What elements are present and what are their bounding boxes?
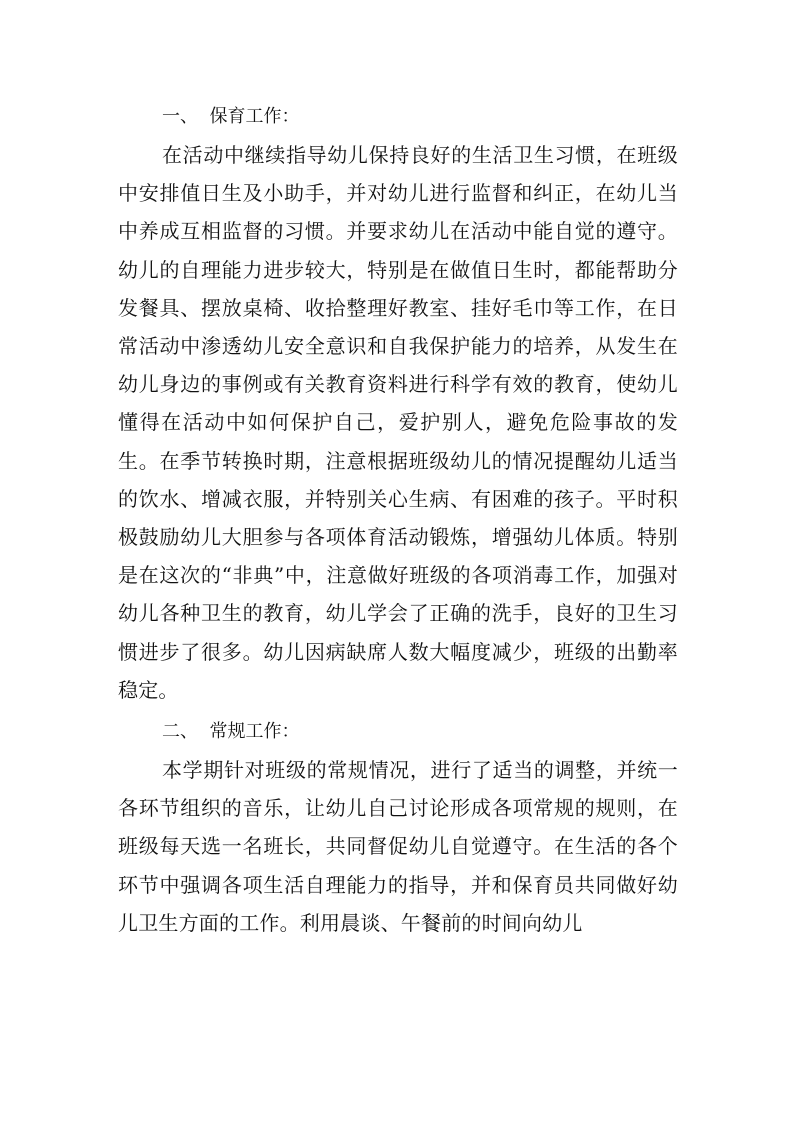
section-paragraph-routine: 本学期针对班级的常规情况，进行了适当的调整，并统一各环节组织的音乐，让幼儿自己讨论形成各项常规的规则，在班级每天选一名班长，共同督促幼儿自觉遵守。在生活的各个环节中强调各项生活自理能力的指导，并和保育员共同做好幼儿卫生方面的工作。利用晨谈、午餐前的时间向幼儿 xyxy=(118,758,678,935)
document-body xyxy=(118,98,678,942)
section-heading-childcare: 一、 保育工作： xyxy=(162,106,300,127)
section-heading-routine: 二、 常规工作： xyxy=(162,721,300,743)
section-paragraph-childcare: 在活动中继续指导幼儿保持良好的生活卫生习惯，在班级中安排值日生及小助手，并对幼儿进行监督和纠正，在幼儿当中养成互相监督的习惯。并要求幼儿在活动中能自觉的遵守。幼儿的自理能力进步较大，特别是在做值日生时，都能帮助分发餐具、摆放桌椅、收拾整理好教室、挂好毛巾等工作，在日常活动中渗透幼儿安全意识和自我保护能力的培养，从发生在幼儿身边的事例或有关教育资料进行科学有效的教育，使幼儿懂得在活动中如何保护自己，爱护别人，避免危险事故的发生。在季节转换时期，注意根据班级幼儿的情况提醒幼儿适当的饮水、增减衣服，并特别关心生病、有困难的孩子。平时积极鼓励幼儿大胆参与各项体育活动锻炼，增强幼儿体质。特别是在这次的“非典”中，注意做好班级的各项消毒工作，加强对幼儿各种卫生的教育，幼儿学会了正确的洗手，良好的卫生习惯进步了很多。幼儿因病缺席人数大幅度减少，班级的出勤率稳定。 xyxy=(118,143,678,702)
